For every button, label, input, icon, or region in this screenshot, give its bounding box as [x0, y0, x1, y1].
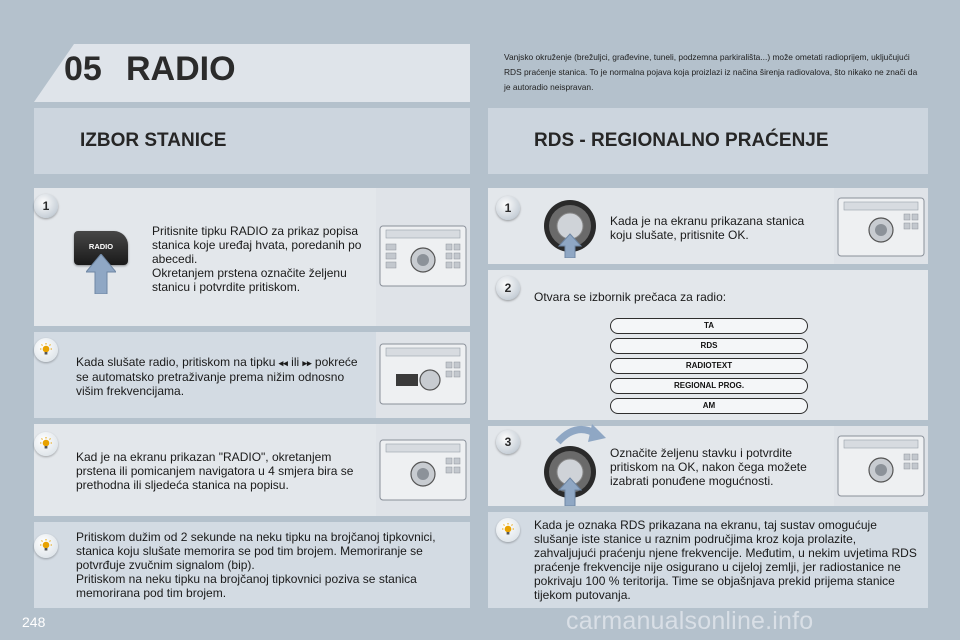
menu-item-regional-prog: REGIONAL PROG.	[610, 378, 808, 394]
tip1-text-end: pokreće se automatsko pretraživanje prema nižim odnosno višim frekvencijama.	[76, 355, 358, 398]
left-step1-text: Pritisnite tipku RADIO za prikaz popisa stanica koje uređaj hvata, poredanih po abecedi. Okretanjem prstena označite željenu stanicu i potvrdite pritiskom.	[152, 224, 362, 294]
bulb-icon	[34, 534, 58, 558]
radio-unit-icon	[378, 220, 468, 292]
left-tip1-text	[76, 355, 366, 398]
left-section-title: IZBOR STANICE	[80, 130, 227, 151]
right-section-title: RDS - REGIONALNO PRAĆENJE	[534, 130, 829, 151]
watermark: carmanualsonline.info	[566, 607, 814, 635]
intro-paragraph: Vanjsko okruženje (brežuljci, građevine, tuneli, podzemna parkirališta...) može ometati radioprijem, uključujući RDS praćenje stanica. To je normalna pojava koja proizlazi iz načina širenja radiovalova, što nikako ne znači da je autoradio neispravan.	[504, 52, 918, 92]
radio-button-illustration: RADIO	[74, 231, 128, 265]
bulb-icon	[496, 518, 520, 542]
chapter-title: RADIO	[126, 50, 236, 88]
menu-item-ta: TA	[610, 318, 808, 334]
step-number-badge: 1	[34, 194, 58, 218]
bulb-icon	[34, 432, 58, 456]
tip1-ili: ili	[291, 355, 300, 369]
right-step3-text: Označite željenu stavku i potvrdite pritiskom na OK, nakon čega možete izabrati ponuđene mogućnosti.	[610, 446, 807, 488]
right-step2-text: Otvara se izbornik prečaca za radio:	[534, 290, 727, 304]
knob-icon	[540, 420, 610, 506]
step-number-badge: 2	[496, 276, 520, 300]
menu-item-rds: RDS	[610, 338, 808, 354]
page-number: 248	[22, 614, 46, 630]
radio-unit-icon	[378, 340, 468, 410]
left-tip3-text: Pritiskom dužim od 2 sekunde na neku tipku na brojčanoj tipkovnici, stanica koju slušate memorira se pod tim brojem. Memoriranje se potvrđuje zvučnim signalom (bip). Pritiskom na neku tipku na brojčanoj tipkovnici poziva se stanica memorirana pod tim brojem.	[76, 530, 436, 600]
step-number-badge: 1	[496, 196, 520, 220]
bulb-icon	[34, 338, 58, 362]
step-number-badge: 3	[496, 430, 520, 454]
radio-unit-icon	[836, 432, 926, 502]
knob-icon	[542, 196, 602, 258]
menu-item-am: AM	[610, 398, 808, 414]
next-seek-icon: ▸▸	[302, 358, 312, 368]
left-tip2-text: Kad je na ekranu prikazan "RADIO", okretanjem prstena ili pomicanjem navigatora u 4 smjera bira se prethodna ili sljedeća stanica na popisu.	[76, 450, 354, 492]
right-tip-text: Kada je oznaka RDS prikazana na ekranu, taj sustav omogućuje slušanje iste stanice u raznim područjima kroz koja prolazite, zahvaljujući praćenju njene frekvencije. Međutim, u nekim uvjetima RDS praćenje frekvencije nije osigurano u cijeloj zemlji, jer radiostanice ne pokrivaju 100 % teritorija. Time se objašnjava prekid prijema stanice tijekom putovanja.	[534, 518, 917, 602]
right-step1-text: Kada je na ekranu prikazana stanica koju slušate, pritisnite OK.	[610, 214, 805, 242]
arrow-up-icon	[86, 254, 116, 294]
menu-item-radiotext: RADIOTEXT	[610, 358, 808, 374]
prev-seek-icon: ◂◂	[278, 358, 288, 368]
chapter-number: 05	[64, 50, 102, 88]
radio-unit-icon	[836, 194, 926, 260]
tip1-text-start: Kada slušate radio, pritiskom na tipku	[76, 355, 276, 369]
radio-unit-icon	[378, 436, 468, 506]
